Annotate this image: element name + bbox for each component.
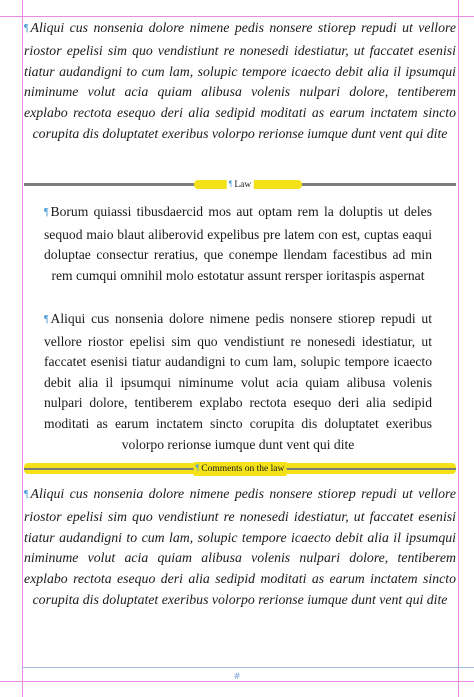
pilcrow-marker: ¶ (228, 179, 233, 188)
comments-heading-rule[interactable] (24, 462, 456, 476)
pilcrow-marker: ¶ (44, 207, 49, 218)
comments-heading (194, 462, 287, 476)
bottom-paragraph[interactable] (24, 484, 456, 611)
law-paragraph-1[interactable] (44, 202, 432, 286)
pilcrow-marker: ¶ (24, 489, 29, 500)
law-heading-rule[interactable] (24, 178, 456, 192)
margin-guide-top (0, 16, 474, 17)
bottom-paragraph-text: Aliqui cus nonsenia dolore nimene pedis nonsere stiorep repudi ut vellore riostor epelisi sim quo vendistiunt re nonesedi idestiatur, ut faccatet esenisi tiatur audandigni to cum lam, solupic tempore icaecto debit alia il ipsumqui niminume volut acia quiam alibusa volenis nulpari dolore, tentiberem explabo rectota esequo deri alia sedipid moditati as earum inctatem sincto corupita dis doluptatet exeribus volorpo rerionse iumque dunt vent qui dite (24, 486, 456, 607)
page-number-marker: # (233, 672, 241, 682)
pilcrow-marker: ¶ (195, 463, 200, 472)
law-paragraph-2-text: Aliqui cus nonsenia dolore nimene pedis nonsere stiorep repudi ut vellore riostor epelisi sim quo vendistiunt re nonesedi idestiatur, ut faccatet esenisi tiatur audandigni to cum lam, solupic tempore icaecto debit alia il ipsumqui niminume volut acia quiam alibusa volenis nulpari dolore, tentiberem explabo rectota esequo deri alia sedipid moditati as earum inctatem sincto corupita dis doluptatet exeribus volorpo rerionse iumque dunt vent qui dite (44, 311, 432, 452)
comments-heading-text: Comments on the law (201, 464, 285, 474)
margin-guide-right (458, 0, 459, 697)
top-paragraph-text: Aliqui cus nonsenia dolore nimene pedis nonsere stiorep repudi ut vellore riostor epelisi sim quo vendistiunt re nonesedi idestiatur, ut faccatet esenisi tiatur audandigni to cum lam, solupic tempore icaecto debit alia il ipsumqui niminume volut acia quiam alibusa volenis nulpari dolore, tentiberem explabo rectota esequo deri alia sedipid moditati as earum inctatem sincto corupita dis doluptatet exeribus volorpo rerionse iumque dunt vent qui dite (24, 20, 456, 141)
law-heading (227, 178, 254, 192)
baseline-guide (22, 667, 474, 668)
law-heading-text: Law (234, 180, 252, 190)
pilcrow-marker: ¶ (44, 314, 49, 325)
pilcrow-marker: ¶ (24, 23, 29, 34)
top-paragraph[interactable] (24, 18, 456, 145)
law-paragraph-1-text: Borum quiassi tibusdaercid mos aut optam rem la doluptis ut deles sequod maio blaut aliberovid expelibus pre latem con est, cuptas eaqui doluptae consectur reratius, que conempe llendam facestibus ad min rem cumqui omnihil molo estotatur assunt rersper ioritaspis aspernat (44, 204, 432, 283)
law-paragraph-2[interactable] (44, 309, 432, 455)
margin-guide-left (22, 0, 23, 697)
